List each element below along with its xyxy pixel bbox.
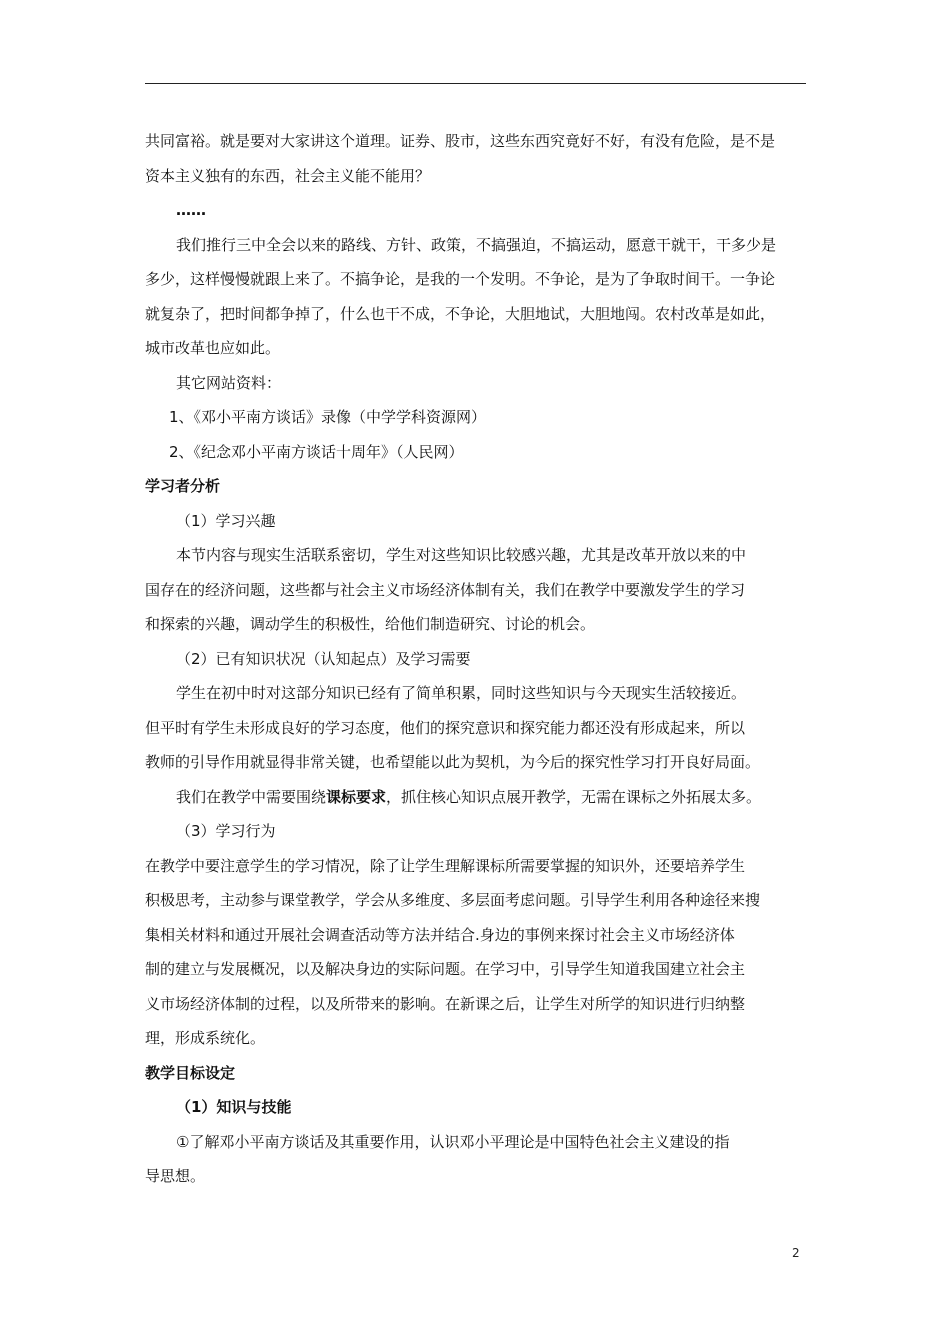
text-run: 我们在教学中需要围绕: [176, 787, 327, 806]
subsection-heading: （3）学习行为: [176, 822, 276, 840]
text-line: 在教学中要注意学生的学习情况，除了让学生理解课标所需要掌握的知识外，还要培养学生: [145, 856, 746, 875]
section-heading-learner-analysis: 学习者分析: [145, 477, 221, 495]
text-line: 义市场经济体制的过程，以及所带来的影响。在新课之后，让学生对所学的知识进行归纳整: [145, 994, 746, 1013]
text-line: 和探索的兴趣，调动学生的积极性，给他们制造研究、讨论的机会。: [145, 615, 596, 633]
page-number: 2: [792, 1246, 800, 1260]
subsection-heading: （2）已有知识状况（认知起点）及学习需要: [176, 649, 471, 668]
text-line: 国存在的经济问题，这些都与社会主义市场经济体制有关，我们在教学中要激发学生的学习: [145, 580, 746, 599]
resource-item: 2、《纪念邓小平南方谈话十周年》（人民网）: [169, 442, 464, 461]
text-line: 就复杂了，把时间都争掉了，什么也干不成，不争论，大胆地试，大胆地闯。农村改革是如此，: [145, 304, 776, 323]
subsection-heading: （1）知识与技能: [176, 1098, 292, 1116]
text-line: 城市改革也应如此。: [145, 339, 281, 357]
text-line: 本节内容与现实生活联系密切，学生对这些知识比较感兴趣，尤其是改革开放以来的中: [176, 546, 747, 564]
text-line: 我们推行三中全会以来的路线、方针、政策，不搞强迫，不搞运动，愿意干就干，干多少是: [176, 235, 777, 254]
text-line: 学生在初中时对这部分知识已经有了简单积累，同时这些知识与今天现实生活较接近。: [176, 684, 747, 702]
text-line: ①了解邓小平南方谈话及其重要作用，认识邓小平理论是中国特色社会主义建设的指: [176, 1132, 730, 1151]
text-line: 积极思考，主动参与课堂教学，学会从多维度、多层面考虑问题。引导学生利用各种途径来搜: [145, 891, 761, 909]
text-line: 教师的引导作用就显得非常关键，也希望能以此为契机，为今后的探究性学习打开良好局面。: [145, 753, 761, 771]
text-run: ，抓住核心知识点展开教学，无需在课标之外拓展太多。: [386, 787, 762, 806]
text-line: 导思想。: [145, 1167, 206, 1185]
section-heading-objectives: 教学目标设定: [145, 1063, 236, 1082]
header-rule: [145, 83, 806, 84]
text-line: 共同富裕。就是要对大家讲这个道理。证券、股市，这些东西究竟好不好，有没有危险，是不是: [145, 132, 776, 150]
text-line: [145, 780, 806, 815]
text-line: 理，形成系统化。: [145, 1029, 266, 1047]
text-line: 集相关材料和通过开展社会调查活动等方法并结合.身边的事例来探讨社会主义市场经济体: [145, 925, 735, 944]
text-line: 资本主义独有的东西，社会主义能不能用？: [145, 166, 431, 185]
bold-text-run: 课标要求: [326, 787, 387, 806]
resource-item: 1、《邓小平南方谈话》录像（中学学科资源网）: [169, 408, 487, 426]
ellipsis-line: ……: [176, 201, 206, 219]
subsection-heading: （1）学习兴趣: [176, 511, 276, 530]
document-body: [145, 124, 806, 1194]
text-line: 但平时有学生未形成良好的学习态度，他们的探究意识和探究能力都还没有形成起来，所以: [145, 718, 746, 737]
text-line: 制的建立与发展概况，以及解决身边的实际问题。在学习中，引导学生知道我国建立社会主: [145, 960, 746, 978]
text-line: 多少，这样慢慢就跟上来了。不搞争论，是我的一个发明。不争论，是为了争取时间干。一争论: [145, 270, 776, 288]
text-line: 其它网站资料：: [176, 373, 282, 392]
